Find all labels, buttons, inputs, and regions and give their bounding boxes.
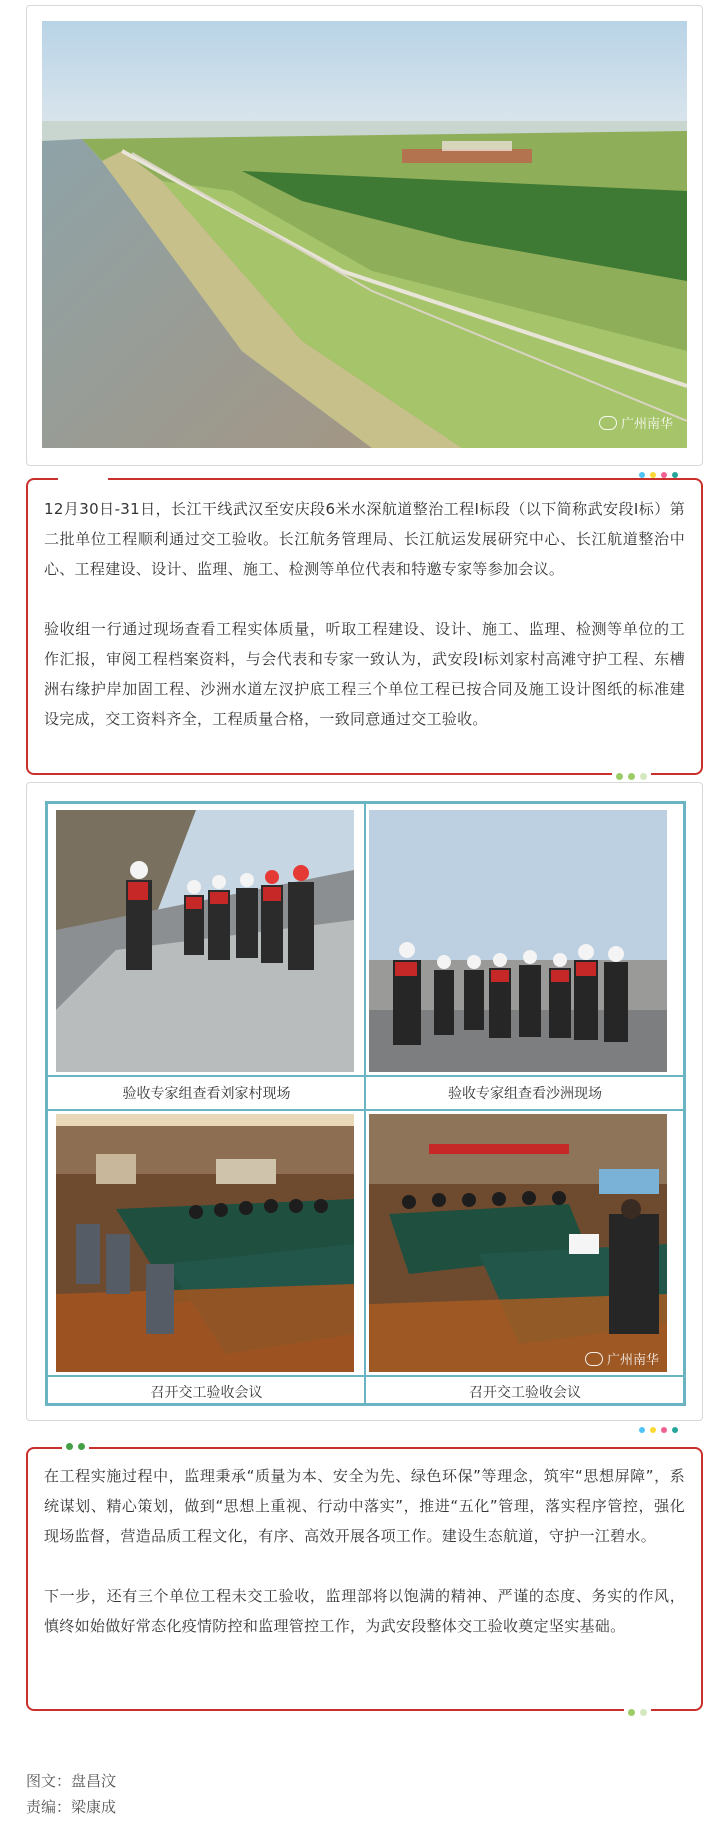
- hero-photo-card: [26, 5, 703, 466]
- photo-meeting-2[interactable]: [369, 1114, 667, 1372]
- wechat-icon: [585, 1352, 603, 1366]
- dot-icon: [78, 1443, 85, 1450]
- dot-icon: [628, 773, 635, 780]
- paragraph-1: 12月30日-31日，长江干线武汉至安庆段6米水深航道整治工程Ⅰ标段（以下简称武安段Ⅰ标）第二批单位工程顺利通过交工验收。长江航务管理局、长江航运发展研究中心、长江航道整治中心、工程建设、设计、监理、施工、检测等单位代表和特邀专家等参加会议。: [44, 500, 685, 578]
- photo-grid-card: [26, 782, 703, 1421]
- dot-icon: [640, 773, 647, 780]
- caption-meeting-1: 召开交工验收会议: [150, 1384, 263, 1401]
- closing-text-card: [26, 1447, 703, 1711]
- hero-watermark: [599, 413, 673, 432]
- grid-watermark: [585, 1349, 659, 1368]
- green-dots: [624, 1709, 651, 1716]
- dot-icon: [616, 773, 623, 780]
- grid-divider: [364, 804, 366, 1403]
- wechat-icon: [599, 416, 617, 430]
- paragraph-2: 验收组一行通过现场查看工程实体质量，听取工程建设、设计、施工、监理、检测等单位的工作汇报，审阅工程档案资料，与会代表和专家一致认为，武安段Ⅰ标刘家村高滩守护工程、东槽洲右缘护岸加固工程、沙洲水道左汊护底工程三个单位工程已按合同及施工设计图纸的标准建设完成，交工资料齐全，工程质量合格，一致同意通过交工验收。: [44, 620, 685, 728]
- green-dots: [612, 773, 651, 780]
- caption-liujiacun: 验收专家组查看刘家村现场: [122, 1086, 291, 1102]
- dot-icon: [66, 1443, 73, 1450]
- hero-photo[interactable]: [42, 21, 687, 448]
- photo-grid-table: [45, 801, 686, 1406]
- intro-text-card: [26, 478, 703, 775]
- dot-icon: [639, 1427, 645, 1433]
- photo-shazhou-inspection[interactable]: [369, 810, 667, 1072]
- credit-author: 图文：盘昌汶: [26, 1772, 117, 1790]
- green-dots: [62, 1443, 89, 1450]
- photo-liujiacun-inspection[interactable]: [56, 810, 354, 1072]
- dot-icon: [661, 1427, 667, 1433]
- dot-icon: [650, 1427, 656, 1433]
- hero-watermark-text: 广州南华: [620, 416, 673, 431]
- paragraph-4: 下一步，还有三个单位工程未交工验收，监理部将以饱满的精神、严谨的态度、务实的作风，慎终如始做好常态化疫情防控和监理管控工作，为武安段整体交工验收奠定坚实基础。: [44, 1587, 685, 1635]
- card-tab-gap: [58, 477, 108, 481]
- dot-icon: [628, 1709, 635, 1716]
- caption-shazhou: 验收专家组查看沙洲现场: [448, 1086, 602, 1102]
- photo-meeting-1[interactable]: [56, 1114, 354, 1372]
- credit-editor: 责编：梁康成: [26, 1798, 117, 1816]
- dot-icon: [672, 1427, 678, 1433]
- decorative-dots: [639, 1427, 678, 1433]
- credits: [26, 1768, 116, 1820]
- paragraph-3: 在工程实施过程中，监理秉承“质量为本、安全为先、绿色环保”等理念，筑牢“思想屏障”，系统谋划、精心策划，做到“思想上重视、行动中落实”，推进“五化”管理，落实程序管控，强化现场监督，营造品质工程文化，有序、高效开展各项工作。建设生态航道，守护一江碧水。: [44, 1467, 685, 1545]
- grid-watermark-text: 广州南华: [606, 1352, 659, 1367]
- dot-icon: [640, 1709, 647, 1716]
- caption-meeting-2: 召开交工验收会议: [469, 1384, 581, 1401]
